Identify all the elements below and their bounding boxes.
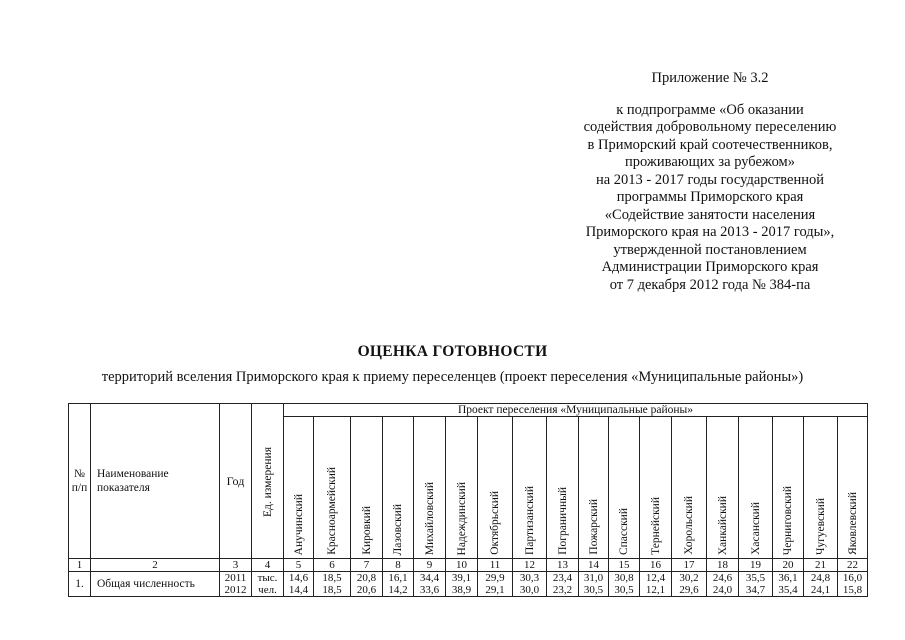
value-2012: 30,5 — [583, 584, 604, 596]
value-2012: 30,5 — [614, 584, 634, 596]
value-2011: 24,6 — [712, 572, 733, 584]
appendix-line: содействия добровольному переселению — [583, 119, 837, 135]
value-2012: 23,2 — [552, 584, 573, 596]
district-name: Лазовский — [392, 503, 404, 555]
row-years — [220, 572, 252, 597]
district-header — [314, 417, 351, 559]
value-cell — [773, 572, 804, 597]
value-2012: 20,6 — [356, 584, 377, 596]
value-2012: 12,1 — [645, 584, 666, 596]
district-header — [446, 417, 478, 559]
column-number: 21 — [804, 559, 838, 572]
column-number: 15 — [609, 559, 640, 572]
column-number: 7 — [351, 559, 383, 572]
value-2011: 30,2 — [679, 572, 699, 584]
value-2012: 29,6 — [679, 584, 699, 596]
column-number: 11 — [478, 559, 513, 572]
column-number: 8 — [383, 559, 414, 572]
value-2012: 15,8 — [842, 584, 863, 596]
column-number: 17 — [672, 559, 707, 572]
district-header — [672, 417, 707, 559]
district-name: Октябрьский — [489, 491, 501, 555]
district-header — [707, 417, 739, 559]
value-cell — [478, 572, 513, 597]
value-2011: 35,5 — [745, 572, 766, 584]
year-2012: 2012 — [224, 584, 247, 596]
column-number: 9 — [414, 559, 446, 572]
value-cell — [414, 572, 446, 597]
value-2012: 38,9 — [451, 584, 472, 596]
column-number: 16 — [640, 559, 672, 572]
appendix-line: утвержденной постановлением — [613, 241, 807, 258]
district-header — [804, 417, 838, 559]
row-units — [252, 572, 284, 597]
value-cell — [513, 572, 547, 597]
value-cell — [838, 572, 868, 597]
district-header — [640, 417, 672, 559]
appendix-line: Администрации Приморского края — [601, 259, 819, 275]
value-2011: 16,0 — [842, 572, 863, 584]
value-2011: 24,8 — [810, 572, 831, 584]
value-2011: 20,8 — [356, 572, 377, 584]
value-2011: 34,4 — [419, 572, 440, 584]
district-name: Яковлевский — [846, 492, 859, 555]
district-header — [351, 417, 383, 559]
column-number: 3 — [220, 559, 252, 572]
district-header — [579, 417, 609, 559]
value-cell — [351, 572, 383, 597]
header-year: Год — [220, 404, 252, 559]
value-cell — [579, 572, 609, 597]
header-name: Наименование показателя — [91, 404, 220, 559]
value-2012: 34,7 — [745, 584, 766, 596]
value-2012: 14,2 — [388, 584, 408, 596]
appendix-line: на 2013 - 2017 годы государственной — [595, 171, 825, 188]
value-2012: 29,1 — [485, 584, 505, 596]
district-name: Спасский — [618, 507, 630, 555]
value-cell — [609, 572, 640, 597]
column-number: 6 — [314, 559, 351, 572]
district-header — [414, 417, 446, 559]
unit-line-2: чел. — [258, 584, 277, 596]
district-header — [547, 417, 579, 559]
column-number: 4 — [252, 559, 284, 572]
document-subtitle: территорий вселения Приморского края к приему переселенцев (проект переселения «Муниципальные районы») — [101, 369, 804, 385]
value-2011: 39,1 — [451, 572, 472, 584]
district-name: Кировкий — [360, 506, 373, 555]
value-2011: 14,6 — [288, 572, 309, 584]
district-header — [478, 417, 513, 559]
column-number: 14 — [579, 559, 609, 572]
appendix-line: в Приморский край соотечественников, — [587, 136, 833, 153]
district-name: Пограничный — [556, 487, 569, 555]
value-2012: 30,0 — [519, 584, 540, 596]
table-row — [69, 572, 868, 597]
column-number: 1 — [69, 559, 91, 572]
appendix-title: Приложение № 3.2 — [651, 70, 769, 86]
district-name: Черниговский — [782, 485, 794, 555]
district-header — [284, 417, 314, 559]
value-2011: 31,0 — [583, 572, 604, 584]
column-number: 10 — [446, 559, 478, 572]
value-2012: 24,0 — [712, 584, 733, 596]
value-2011: 12,4 — [645, 572, 666, 584]
value-2011: 36,1 — [778, 572, 798, 584]
value-cell — [547, 572, 579, 597]
value-2012: 14,4 — [288, 584, 309, 596]
value-2011: 18,5 — [322, 572, 342, 584]
column-number: 20 — [773, 559, 804, 572]
appendix-line: к подпрограмме «Об оказании — [616, 101, 804, 118]
column-number: 2 — [91, 559, 220, 572]
district-header — [773, 417, 804, 559]
value-2012: 24,1 — [810, 584, 831, 596]
district-header — [383, 417, 414, 559]
appendix-line: программы Приморского края — [616, 189, 804, 205]
district-name: Пожарский — [587, 499, 600, 555]
value-2011: 30,3 — [519, 572, 540, 584]
value-cell — [383, 572, 414, 597]
value-cell — [672, 572, 707, 597]
column-number: 18 — [707, 559, 739, 572]
header-unit-label: Ед. измерения — [261, 446, 274, 517]
district-name: Тернейский — [649, 497, 662, 555]
district-name: Михайловский — [423, 481, 436, 555]
appendix-line: Приморского края на 2013 - 2017 годы», — [585, 224, 835, 240]
value-2011: 16,1 — [388, 572, 408, 584]
district-name: Хорольский — [683, 496, 695, 555]
value-cell — [739, 572, 773, 597]
district-name: Хасанский — [749, 502, 762, 555]
column-number: 22 — [838, 559, 868, 572]
value-2012: 18,5 — [322, 584, 342, 596]
row-name: Общая численность — [91, 572, 220, 597]
district-header — [609, 417, 640, 559]
header-project: Проект переселения «Муниципальные районы» — [284, 404, 868, 417]
district-name: Анучинский — [292, 493, 305, 555]
district-header — [513, 417, 547, 559]
value-2011: 29,9 — [485, 572, 505, 584]
column-number: 5 — [284, 559, 314, 572]
column-number: 13 — [547, 559, 579, 572]
readiness-table — [68, 403, 868, 597]
header-num: № п/п — [69, 404, 91, 559]
column-number-row — [69, 559, 868, 572]
appendix-line: проживающих за рубежом» — [625, 154, 795, 170]
value-cell — [314, 572, 351, 597]
value-cell — [284, 572, 314, 597]
appendix-line: «Содействие занятости населения — [604, 206, 816, 223]
district-header — [838, 417, 868, 559]
district-name: Ханкайский — [716, 495, 729, 555]
value-cell — [446, 572, 478, 597]
value-2012: 33,6 — [419, 584, 440, 596]
value-cell — [707, 572, 739, 597]
district-header — [739, 417, 773, 559]
value-cell — [804, 572, 838, 597]
column-number: 12 — [513, 559, 547, 572]
row-num: 1. — [69, 572, 91, 597]
district-name: Красноармейский — [326, 467, 338, 555]
year-2011: 2011 — [224, 572, 247, 584]
column-number: 19 — [739, 559, 773, 572]
value-2012: 35,4 — [778, 584, 798, 596]
appendix-block — [560, 70, 860, 294]
value-2011: 23,4 — [552, 572, 573, 584]
unit-line-1: тыс. — [257, 572, 278, 584]
district-name: Надеждинский — [455, 481, 468, 555]
document-title: ОЦЕНКА ГОТОВНОСТИ — [357, 343, 548, 360]
appendix-line: от 7 декабря 2012 года № 384-па — [609, 276, 811, 293]
value-2011: 30,8 — [614, 572, 634, 584]
header-unit — [252, 404, 284, 559]
district-name: Чугуевский — [814, 497, 827, 555]
value-cell — [640, 572, 672, 597]
district-name: Партизанский — [523, 486, 536, 555]
